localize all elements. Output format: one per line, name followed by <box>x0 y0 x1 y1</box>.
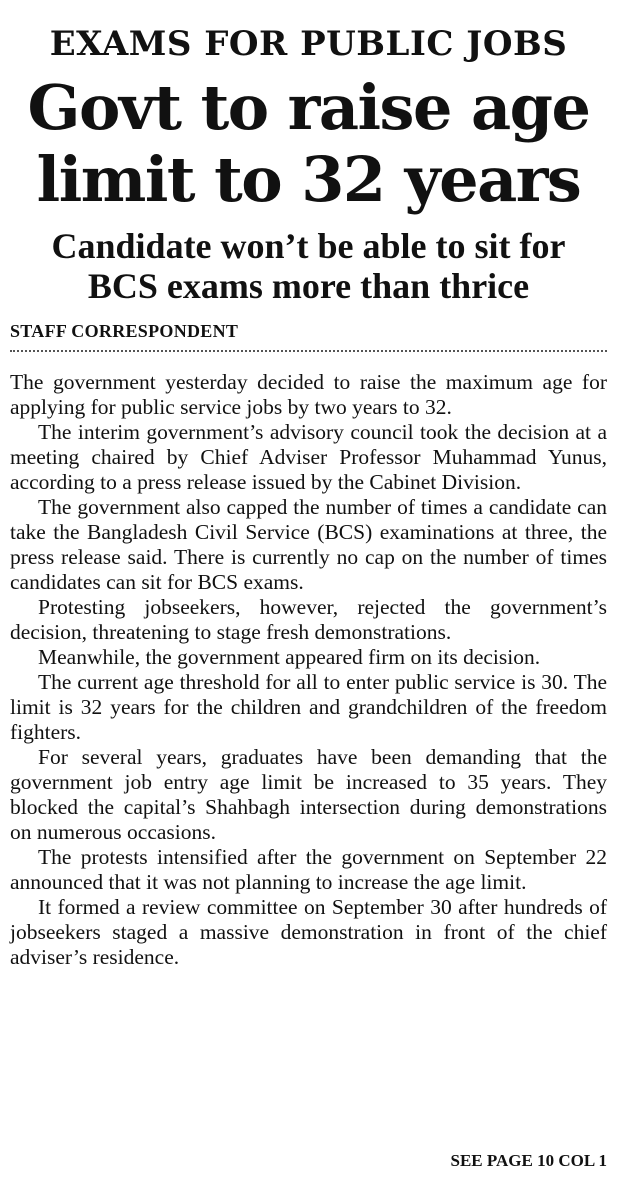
paragraph: The interim government’s advisory council took the decision at a meeting chaired by Chief Adviser Professor Muhammad Yunus, according to a press release issued by the Cabinet Division. <box>10 420 607 494</box>
byline: STAFF CORRESPONDENT <box>10 321 239 341</box>
subheadline-line: BCS exams more than thrice <box>87 266 530 306</box>
headline-line: limit to 32 years <box>36 143 581 216</box>
paragraph: Protesting jobseekers, however, rejected the government’s decision, threatening to stage fresh demonstrations. <box>10 595 607 644</box>
article-body <box>10 370 607 970</box>
paragraph: The government also capped the number of times a candidate can take the Bangladesh Civil Service (BCS) examinations at three, the press release said. There is currently no cap on the number of times candidates can sit for BCS exams. <box>10 495 607 594</box>
subheadline-line: Candidate won’t be able to sit for <box>51 226 566 266</box>
dotted-divider <box>10 350 607 352</box>
paragraph: The government yesterday decided to raise the maximum age for applying for public service jobs by two years to 32. <box>10 370 607 419</box>
headline-line: Govt to raise age <box>27 71 590 144</box>
subheadline <box>0 226 617 306</box>
continuation-jump: SEE PAGE 10 COL 1 <box>450 1151 607 1170</box>
headline <box>0 72 617 216</box>
paragraph: The protests intensified after the government on September 22 announced that it was not planning to increase the age limit. <box>10 845 607 894</box>
paragraph: The current age threshold for all to enter public service is 30. The limit is 32 years for the children and grandchildren of the freedom fighters. <box>10 670 607 744</box>
kicker: EXAMS FOR PUBLIC JOBS <box>49 24 568 64</box>
paragraph: Meanwhile, the government appeared firm on its decision. <box>38 645 541 669</box>
paragraph: It formed a review committee on September 30 after hundreds of jobseekers staged a massive demonstration in front of the chief adviser’s residence. <box>10 895 607 969</box>
paragraph: For several years, graduates have been demanding that the government job entry age limit be increased to 35 years. They blocked the capital’s Shahbagh intersection during demonstrations on numerous occasions. <box>10 745 607 844</box>
